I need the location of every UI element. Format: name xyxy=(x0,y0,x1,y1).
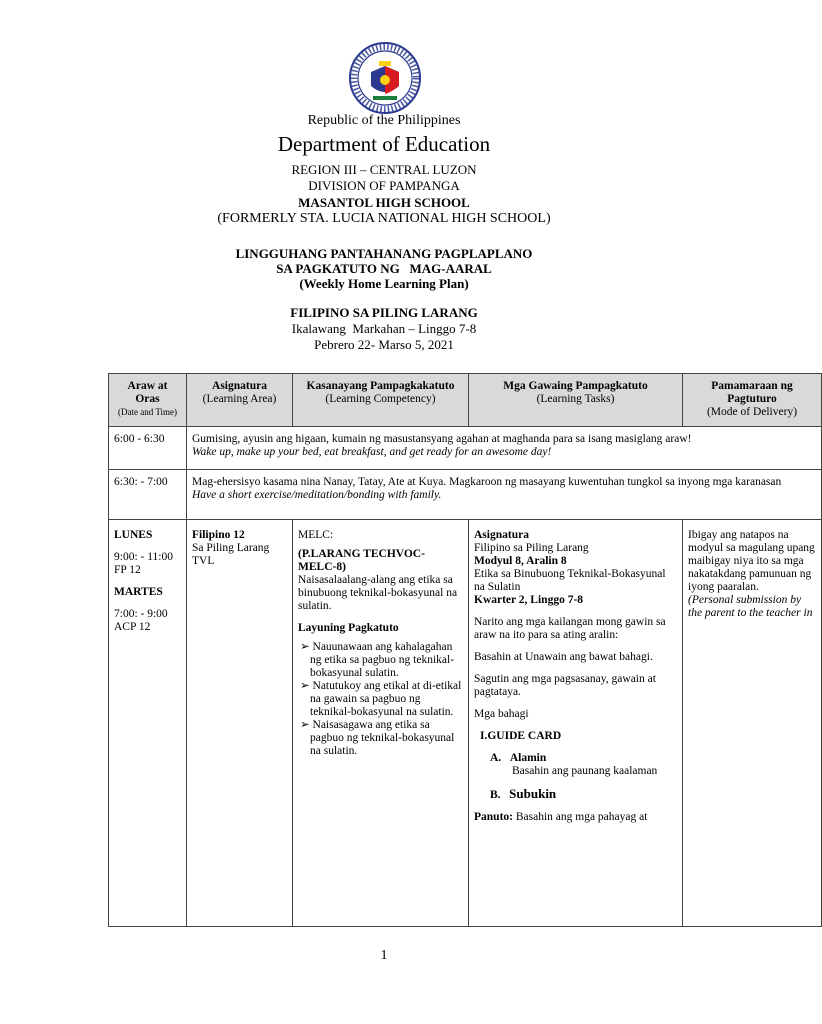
header-learning-area: Asignatura (Learning Area) xyxy=(187,374,293,427)
table-row xyxy=(109,520,822,927)
row1-activity: Gumising, ayusin ang higaan, kumain ng masustansyang agahan at maghanda para sa isang masiglang araw! Wake up, make up your bed, eat breakfast, and get ready for an awesome day! xyxy=(187,427,822,470)
republic-text: Republic of the Philippines xyxy=(307,113,461,128)
table-row xyxy=(109,470,822,520)
weekly-plan-table xyxy=(108,373,822,927)
objective-item: ➢ Naisasagawa ang etika sa pagbuo ng teknikal-bokasyunal na sulatin. xyxy=(300,719,455,757)
plan-title-line1: LINGGUHANG PANTAHANANG PAGPLAPLANO xyxy=(235,246,533,261)
row3-competency: MELC: (P.LARANG TECHVOC-MELC-8) Naisasalaalang-alang ang etika sa binubuong teknikal-bokasyunal na sulatin. Layuning Pagkatuto ➢ Nauunawaan ang kahalagahan ng etika sa pagbuo ng teknikal-bokasyunal sulatin. ➢ Natutukoy ang etikal at di-etikal na gawain sa pagbuo ng teknikal-bokasyunal na sulatin. ➢ Naisasagawa ang etika sa pagbuo ng teknikal-bokasyunal na sulatin. xyxy=(293,520,469,927)
part-b: B. Subukin xyxy=(490,786,557,801)
objective-item: ➢ Nauunawaan ang kahalagahan ng etika sa pagbuo ng teknikal-bokasyunal sulatin. xyxy=(300,641,455,679)
panuto: Panuto: Basahin ang mga pahayag at xyxy=(474,811,648,823)
plan-title-english: (Weekly Home Learning Plan) xyxy=(299,276,469,291)
row2-activity: Mag-ehersisyo kasama nina Nanay, Tatay, Ate at Kuya. Magkaroon ng masayang kuwentuhan tungkol sa inyong mga karanasan Have a short exercise/meditation/bonding with family. xyxy=(187,470,822,520)
part-a: A. Alamin Basahin ang paunang kaalaman xyxy=(490,752,658,777)
page-number: 1 xyxy=(380,948,388,963)
guide-card-heading: I.GUIDE CARD xyxy=(480,730,562,742)
row3-learning-tasks: Asignatura Filipino sa Piling Larang Modyul 8, Aralin 8 Etika sa Binubuong Teknikal-Bokasyunal na Sulatin Kwarter 2, Linggo 7-8 Narito ang mga kailangan mong gawin sa araw na ito para sa ating aralin: Basahin at Unawain ang bawat bahagi. Sagutin ang mga pagsasanay, gawain at pagtataya. Mga bahagi I.GUIDE CARD A. Alamin Basahin ang paunang kaalaman B. Subukin Panuto: Basahin ang mga pahayag at xyxy=(469,520,683,927)
department-title: Department of Education xyxy=(277,132,491,156)
header-learning-tasks: Mga Gawaing Pampagkatuto (Learning Tasks) xyxy=(469,374,683,427)
subject-title: FILIPINO SA PILING LARANG xyxy=(290,305,478,320)
formerly-text: (FORMERLY STA. LUCIA NATIONAL HIGH SCHOOL) xyxy=(217,211,551,226)
objective-item: ➢ Natutukoy ang etikal at di-etikal na gawain sa pagbuo ng teknikal-bokasyunal na sulatin. xyxy=(300,680,462,718)
quarter-text: Ikalawang Markahan – Linggo 7-8 xyxy=(291,321,477,336)
table-row xyxy=(109,427,822,470)
row1-time: 6:00 - 6:30 xyxy=(109,427,187,470)
row3-learning-area: Filipino 12 Sa Piling Larang TVL xyxy=(187,520,293,927)
school-name: MASANTOL HIGH SCHOOL xyxy=(298,195,470,210)
division-text: DIVISION OF PAMPANGA xyxy=(308,178,460,193)
header-date-time: Araw at Oras (Date and Time) xyxy=(109,374,187,427)
row2-time: 6:30: - 7:00 xyxy=(109,470,187,520)
row3-mode-of-delivery: Ibigay ang natapos na modyul sa magulang upang maibigay niya ito sa mga nakatakdang pamunuan ng iyong paaralan. (Personal submission by the parent to the teacher in xyxy=(683,520,822,927)
plan-title-line2: SA PAGKATUTO NG MAG-AARAL xyxy=(276,261,492,276)
dates-text: Pebrero 22- Marso 5, 2021 xyxy=(314,337,454,352)
deped-seal-logo xyxy=(349,42,421,114)
region-text: REGION III – CENTRAL LUZON xyxy=(291,162,477,177)
header-mode-of-delivery: Pamamaraan ng Pagtuturo (Mode of Delivery) xyxy=(683,374,822,427)
table-header-row xyxy=(109,374,822,427)
header-learning-competency: Kasanayang Pampagkakatuto (Learning Competency) xyxy=(293,374,469,427)
row3-schedule: LUNES 9:00: - 11:00 FP 12 MARTES 7:00: - 9:00 ACP 12 xyxy=(109,520,187,927)
